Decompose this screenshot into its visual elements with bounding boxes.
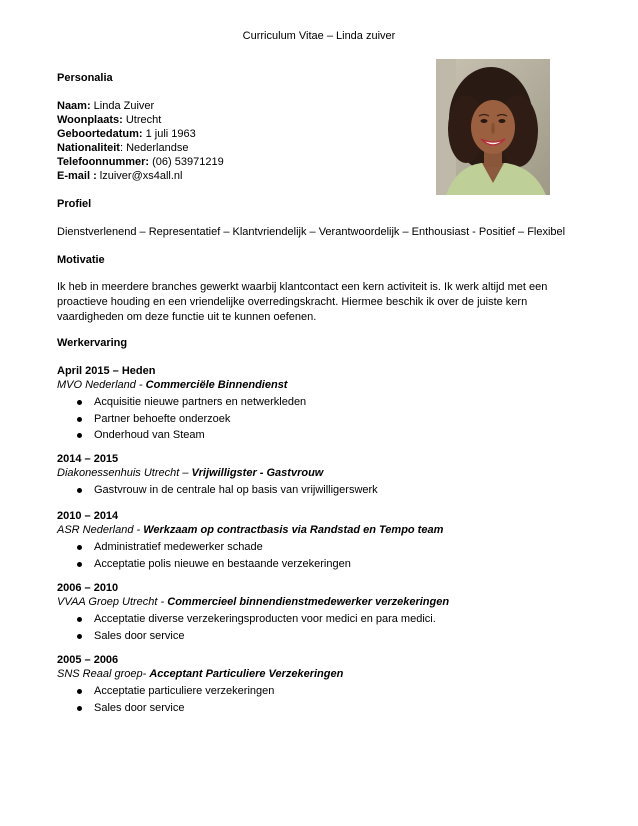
job-period: April 2015 – Heden: [57, 365, 156, 377]
job-title: Acceptant Particuliere Verzekeringen: [149, 668, 344, 680]
werkervaring-heading: Werkervaring: [57, 337, 128, 349]
job-role: [57, 466, 617, 480]
task-item: Acceptatie particuliere verzekeringen: [94, 683, 617, 700]
job-title: Werkzaam op contractbasis via Randstad en Tempo team: [143, 524, 444, 536]
task-item: Acceptatie polis nieuwe en bestaande verzekeringen: [94, 556, 617, 573]
field-value: Utrecht: [122, 114, 162, 126]
field-value: (06) 53971219: [149, 156, 224, 168]
field-geboortedatum: [57, 128, 196, 140]
field-label: Naam:: [57, 100, 91, 112]
field-woonplaats: [57, 114, 161, 126]
profiel-heading: Profiel: [57, 198, 92, 210]
job-title: Commerciële Binnendienst: [145, 379, 288, 391]
task-list: [57, 394, 617, 444]
profiel-text: Dienstverlenend – Representatief – Klantvriendelijk – Verantwoordelijk – Enthousiast - Positief – Flexibel: [57, 226, 566, 238]
field-label: Nationaliteit: [57, 142, 120, 154]
field-nationaliteit: [57, 142, 188, 154]
job-employer: Diakonessenhuis Utrecht –: [57, 467, 192, 479]
field-label: Telefoonnummer:: [57, 156, 150, 168]
profile-photo-image: [436, 59, 550, 195]
job-employer: VVAA Groep Utrecht -: [57, 596, 168, 608]
job-entry: [57, 364, 617, 444]
job-period: 2014 – 2015: [57, 453, 119, 465]
field-label: Geboortedatum:: [57, 128, 143, 140]
job-role: [57, 378, 617, 392]
task-item: Administratief medewerker schade: [94, 539, 617, 556]
profile-photo: [436, 59, 550, 195]
task-item: Gastvrouw in de centrale hal op basis van vrijwilligerswerk: [94, 482, 617, 499]
task-item: Sales door service: [94, 700, 617, 717]
task-list: [57, 539, 617, 572]
motivatie-heading: Motivatie: [57, 254, 105, 266]
task-item: Acceptatie diverse verzekeringsproducten voor medici en para medici.: [94, 611, 617, 628]
task-list: [57, 482, 617, 499]
job-period: 2005 – 2006: [57, 654, 119, 666]
task-item: Onderhoud van Steam: [94, 427, 617, 444]
job-employer: MVO Nederland -: [57, 379, 146, 391]
field-email: [57, 170, 182, 182]
job-entry: [57, 653, 617, 716]
field-label: E-mail :: [57, 170, 97, 182]
job-entry: [57, 509, 617, 572]
job-role: [57, 667, 617, 681]
field-telefoonnummer: [57, 156, 224, 168]
job-role: [57, 595, 617, 609]
job-employer: ASR Nederland -: [57, 524, 144, 536]
motivatie-text: Ik heb in meerdere branches gewerkt waarbij klantcontact een kern activiteit is. Ik werk altijd met een proactieve houding en een vriendelijke overredingskracht. Hiermee beschik ik over de juiste kern vaardigheden om deze functie uit te kunnen oefenen.: [57, 281, 548, 323]
field-value: : Nederlandse: [119, 142, 189, 154]
job-period: 2006 – 2010: [57, 582, 119, 594]
task-item: Sales door service: [94, 628, 617, 645]
field-value: lzuiver@xs4all.nl: [96, 170, 183, 182]
job-entry: [57, 581, 617, 644]
task-list: [57, 611, 617, 644]
personalia-heading: Personalia: [57, 72, 113, 84]
job-title: Vrijwilligster - Gastvrouw: [191, 467, 324, 479]
job-employer: SNS Reaal groep-: [57, 668, 150, 680]
field-naam: [57, 100, 154, 112]
job-entry: [57, 452, 617, 499]
field-value: Linda Zuiver: [90, 100, 155, 112]
job-period: 2010 – 2014: [57, 510, 119, 522]
document-title: Curriculum Vitae – Linda zuiver: [242, 30, 396, 42]
field-label: Woonplaats:: [57, 114, 123, 126]
job-title: Commercieel binnendienstmedewerker verzekeringen: [167, 596, 450, 608]
task-list: [57, 683, 617, 716]
task-item: Acquisitie nieuwe partners en netwerkleden: [94, 394, 617, 411]
field-value: 1 juli 1963: [142, 128, 196, 140]
job-role: [57, 523, 617, 537]
task-item: Partner behoefte onderzoek: [94, 411, 617, 428]
